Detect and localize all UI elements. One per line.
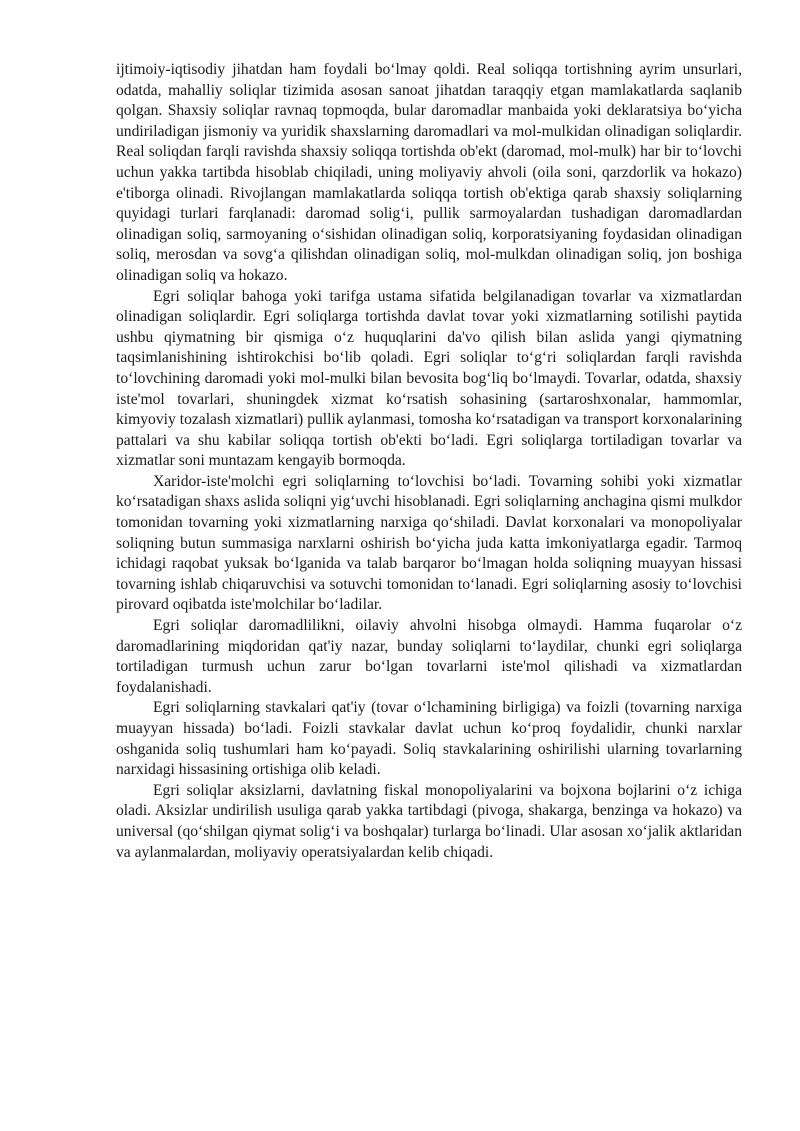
paragraph-5: Egri soliqlarning stavkalari qat'iy (tovar oʻlchamining birligiga) va foizli (tovarning narxiga muayyan hissada) boʻladi. Foizli stavkalar davlat uchun koʻproq foydalidir, chunki narxlar oshganida soliq tushumlari ham koʻpayadi. Soliq stavkalarining oshirilishi ularning tovarlarning narxidagi hissasining ortishiga olib keladi. — [116, 699, 742, 779]
paragraph-6: Egri soliqlar aksizlarni, davlatning fiskal monopoliyalarini va bojxona bojlarini oʻz ichiga oladi. Aksizlar undirilish usuliga qarab yakka tartibdagi (pivoga, shakarga, benzinga va hokazo) va universal (qoʻshilgan qiymat soligʻi va boshqalar) turlarga boʻlinadi. Ular asosan xoʻjalik aktlaridan va aylanmalardan, moliyaviy operatsiyalardan kelib chiqadi. — [116, 781, 742, 861]
document-page — [116, 60, 742, 863]
paragraph-3: Xaridor-iste'molchi egri soliqlarning toʻlovchisi boʻladi. Tovarning sohibi yoki xizmatlar koʻrsatadigan shaxs aslida soliqni yigʻuvchi hisoblanadi. Egri soliqlarning anchagina qismi mulkdor tomonidan tovarning yoki xizmatlarning narxiga qoʻshiladi. Davlat korxonalari va monopoliyalar soliqning butun summasiga narxlarni oshirish boʻyicha juda katta imkoniyatlarga egadir. Tarmoq ichidagi raqobat yuksak boʻlganida va talab barqaror boʻlmagan holda soliqning muayyan hissasi tovarning ishlab chiqaruvchisi va sotuvchi tomonidan toʻlanadi. Egri soliqlarning asosiy toʻlovchisi pirovard oqibatda iste'molchilar boʻladilar. — [116, 472, 742, 614]
paragraph-2: Egri soliqlar bahoga yoki tarifga ustama sifatida belgilanadigan tovarlar va xizmatlardan olinadigan soliqlardir. Egri soliqlarga tortishda davlat tovar yoki xizmatlarning sotilishi paytida ushbu qiymatning bir qismiga oʻz huquqlarini da'vo qilish bilan aslida yangi qiymatning taqsimlanishining ishtirokchisi boʻlib qoladi. Egri soliqlar toʻgʻri soliqlardan farqli ravishda toʻlovchining daromadi yoki mol-mulki bilan bevosita bogʻliq boʻlmaydi. Tovarlar, odatda, shaxsiy iste'mol tovarlari, shuningdek xizmat koʻrsatish sohasining (sartaroshxonalar, hammomlar, kimyoviy tozalash xizmatlari) pullik aylanmasi, tomosha koʻrsatadigan va transport korxonalarining pattalari va shu kabilar soliqqa tortish ob'ekti boʻladi. Egri soliqlarga tortiladigan tovarlar va xizmatlar soni muntazam kengayib bormoqda. — [116, 287, 742, 470]
paragraph-1: ijtimoiy-iqtisodiy jihatdan ham foydali boʻlmay qoldi. Real soliqqa tortishning ayrim unsurlari, odatda, mahalliy soliqlar tizimida asosan sanoat jihatdan taraqqiy etgan mamlakatlarda saqlanib qolgan. Shaxsiy soliqlar ravnaq topmoqda, bular daromadlar manbaida yoki deklaratsiya boʻyicha undiriladigan jismoniy va yuridik shaxslarning daromadlari va mol-mulkidan olinadigan soliqlardir. Real soliqdan farqli ravishda shaxsiy soliqqa tortishda ob'ekt (daromad, mol-mulk) har bir toʻlovchi uchun yakka tartibda hisoblab chiqiladi, uning moliyaviy ahvoli (oila soni, qarzdorlik va hokazo) e'tiborga olinadi. Rivojlangan mamlakatlarda soliqqa tortish ob'ektiga qarab shaxsiy soliqlarning quyidagi turlari farqlanadi: daromad soligʻi, pullik sarmoyalardan tushadigan daromadlardan olinadigan soliq, sarmoyaning oʻsishidan olinadigan soliq, korporatsiyaning foydasidan olinadigan soliq, merosdan va sovgʻa qilishdan olinadigan soliq, mol-mulkdan olinadigan soliq, jon boshiga olinadigan soliq va hokazo. — [116, 61, 742, 284]
paragraph-4: Egri soliqlar daromadlilikni, oilaviy ahvolni hisobga olmaydi. Hamma fuqarolar oʻz daromadlarining miqdoridan qat'iy nazar, bunday soliqlarni toʻlaydilar, chunki egri soliqlarga tortiladigan turmush uchun zarur boʻlgan tovarlarni iste'mol qilishadi va xizmatlardan foydalanishadi. — [116, 617, 742, 696]
